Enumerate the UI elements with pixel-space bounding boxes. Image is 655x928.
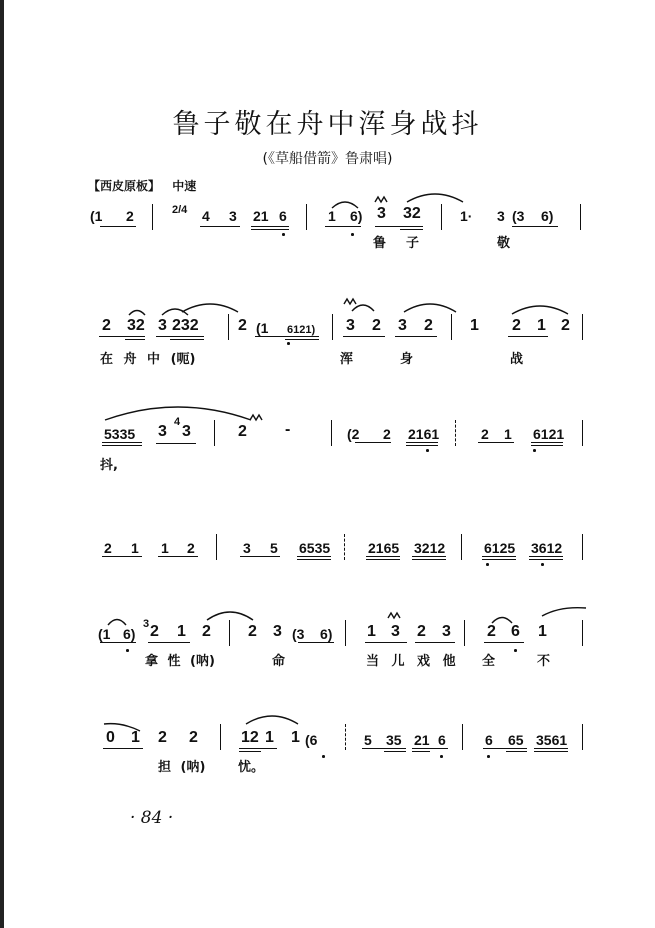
lyric: 担 (呐) (158, 760, 206, 775)
note: (3 (292, 626, 305, 642)
score-line-6 (0, 718, 655, 788)
note: 2 (383, 426, 391, 442)
note: 0 (106, 729, 115, 746)
note: 3 (158, 317, 167, 334)
note: 3 (273, 623, 282, 640)
note: 1 (538, 623, 547, 640)
lyric: 敬 (497, 236, 511, 251)
lyric: 拿 性 (呐) (145, 654, 215, 669)
note: 2 (487, 623, 496, 640)
note: 232 (172, 317, 199, 334)
note: 2 (561, 317, 570, 334)
lyric: 命 (272, 654, 286, 669)
score-line-3 (0, 412, 655, 482)
note: 35 (386, 732, 402, 748)
note: 6) (541, 208, 554, 224)
note: (1 (90, 208, 103, 224)
note: 2 (424, 317, 433, 334)
note: 1 (177, 623, 186, 640)
note: 6535 (299, 540, 331, 556)
note: 12 (241, 729, 259, 746)
note: 6125 (484, 540, 516, 556)
lyric: 身 (400, 352, 414, 367)
note: (2 (347, 426, 360, 442)
tempo-marking (88, 177, 204, 194)
note: 3 (442, 623, 451, 640)
note: 6 (485, 732, 493, 748)
note: 2 (248, 623, 257, 640)
note: 4 (202, 208, 210, 224)
note: 1 (161, 540, 169, 556)
note: 2 (238, 423, 247, 440)
note: 6121 (533, 426, 565, 442)
lyric: 抖, (100, 458, 118, 473)
lyric: 鲁 (373, 236, 387, 251)
note: (6 (305, 732, 318, 748)
note: 6) (320, 626, 333, 642)
note: 3 (158, 423, 167, 440)
lyric: 当 儿 戏 他 (366, 654, 456, 669)
lyric: 浑 (340, 352, 354, 367)
note: 2 (372, 317, 381, 334)
note: 2161 (408, 426, 440, 442)
note: 2 (481, 426, 489, 442)
note: 1 (367, 623, 376, 640)
lyric: 战 (510, 352, 524, 367)
grace-note: 4 (174, 416, 181, 428)
grace-note: 3 (143, 618, 150, 630)
note: 6) (350, 208, 363, 224)
note: 1 (328, 208, 336, 224)
time-signature: 2/4 (172, 204, 188, 216)
note: 1· (460, 208, 473, 224)
banqiang-label: 【西皮原板】 (88, 179, 161, 193)
note: 2 (102, 317, 111, 334)
note: 2 (158, 729, 167, 746)
note: (1 (98, 626, 111, 642)
note: 6 (511, 623, 520, 640)
note: 21 (253, 208, 269, 224)
note: 6 (438, 732, 446, 748)
note: 3 (346, 317, 355, 334)
note: 1 (131, 540, 139, 556)
note: 2 (417, 623, 426, 640)
note: 2 (202, 623, 211, 640)
note: (1 (256, 320, 269, 336)
lyric: 不 (537, 654, 551, 669)
note: 32 (403, 205, 421, 222)
score-line-4 (0, 526, 655, 596)
note: 6) (123, 626, 136, 642)
note: 32 (127, 317, 145, 334)
speed-label: 中速 (172, 179, 197, 193)
lyric: 子 (406, 236, 420, 251)
note: 2 (238, 317, 247, 334)
note: 5 (270, 540, 278, 556)
note: 3212 (414, 540, 446, 556)
page-number: · 84 · (130, 808, 174, 828)
note: 3 (497, 208, 505, 224)
note: - (285, 421, 291, 438)
note: 1 (131, 729, 140, 746)
note: 6 (279, 208, 287, 224)
lyric: 全 (482, 654, 496, 669)
note: 21 (414, 732, 430, 748)
note: 3561 (536, 732, 568, 748)
note: 3 (229, 208, 237, 224)
note: 1 (470, 317, 479, 334)
lyric: 忧。 (238, 760, 265, 775)
note: 3 (182, 423, 191, 440)
note: 65 (508, 732, 524, 748)
note: 1 (504, 426, 512, 442)
song-subtitle: (《草船借箭》鲁肃唱) (262, 151, 393, 167)
note: 1 (291, 729, 300, 746)
note: 2 (512, 317, 521, 334)
note: 1 (537, 317, 546, 334)
note: 5 (364, 732, 372, 748)
note: 2 (150, 623, 159, 640)
note: 3612 (531, 540, 563, 556)
song-title: 鲁子敬在舟中浑身战抖 (172, 109, 483, 140)
note: 2165 (368, 540, 400, 556)
score-line-1 (0, 196, 655, 266)
note: 3 (391, 623, 400, 640)
note: 6121) (287, 324, 316, 336)
note: 2 (104, 540, 112, 556)
note: 3 (398, 317, 407, 334)
score-line-5 (0, 612, 655, 682)
note: 3 (243, 540, 251, 556)
note: 2 (126, 208, 134, 224)
note: 5335 (104, 426, 136, 442)
lyric: 在 舟 中 (呃) (100, 352, 196, 367)
note: 2 (187, 540, 195, 556)
note: 2 (189, 729, 198, 746)
note: 1 (265, 729, 274, 746)
score-line-2 (0, 308, 655, 378)
note: (3 (512, 208, 525, 224)
note: 3 (377, 205, 386, 222)
